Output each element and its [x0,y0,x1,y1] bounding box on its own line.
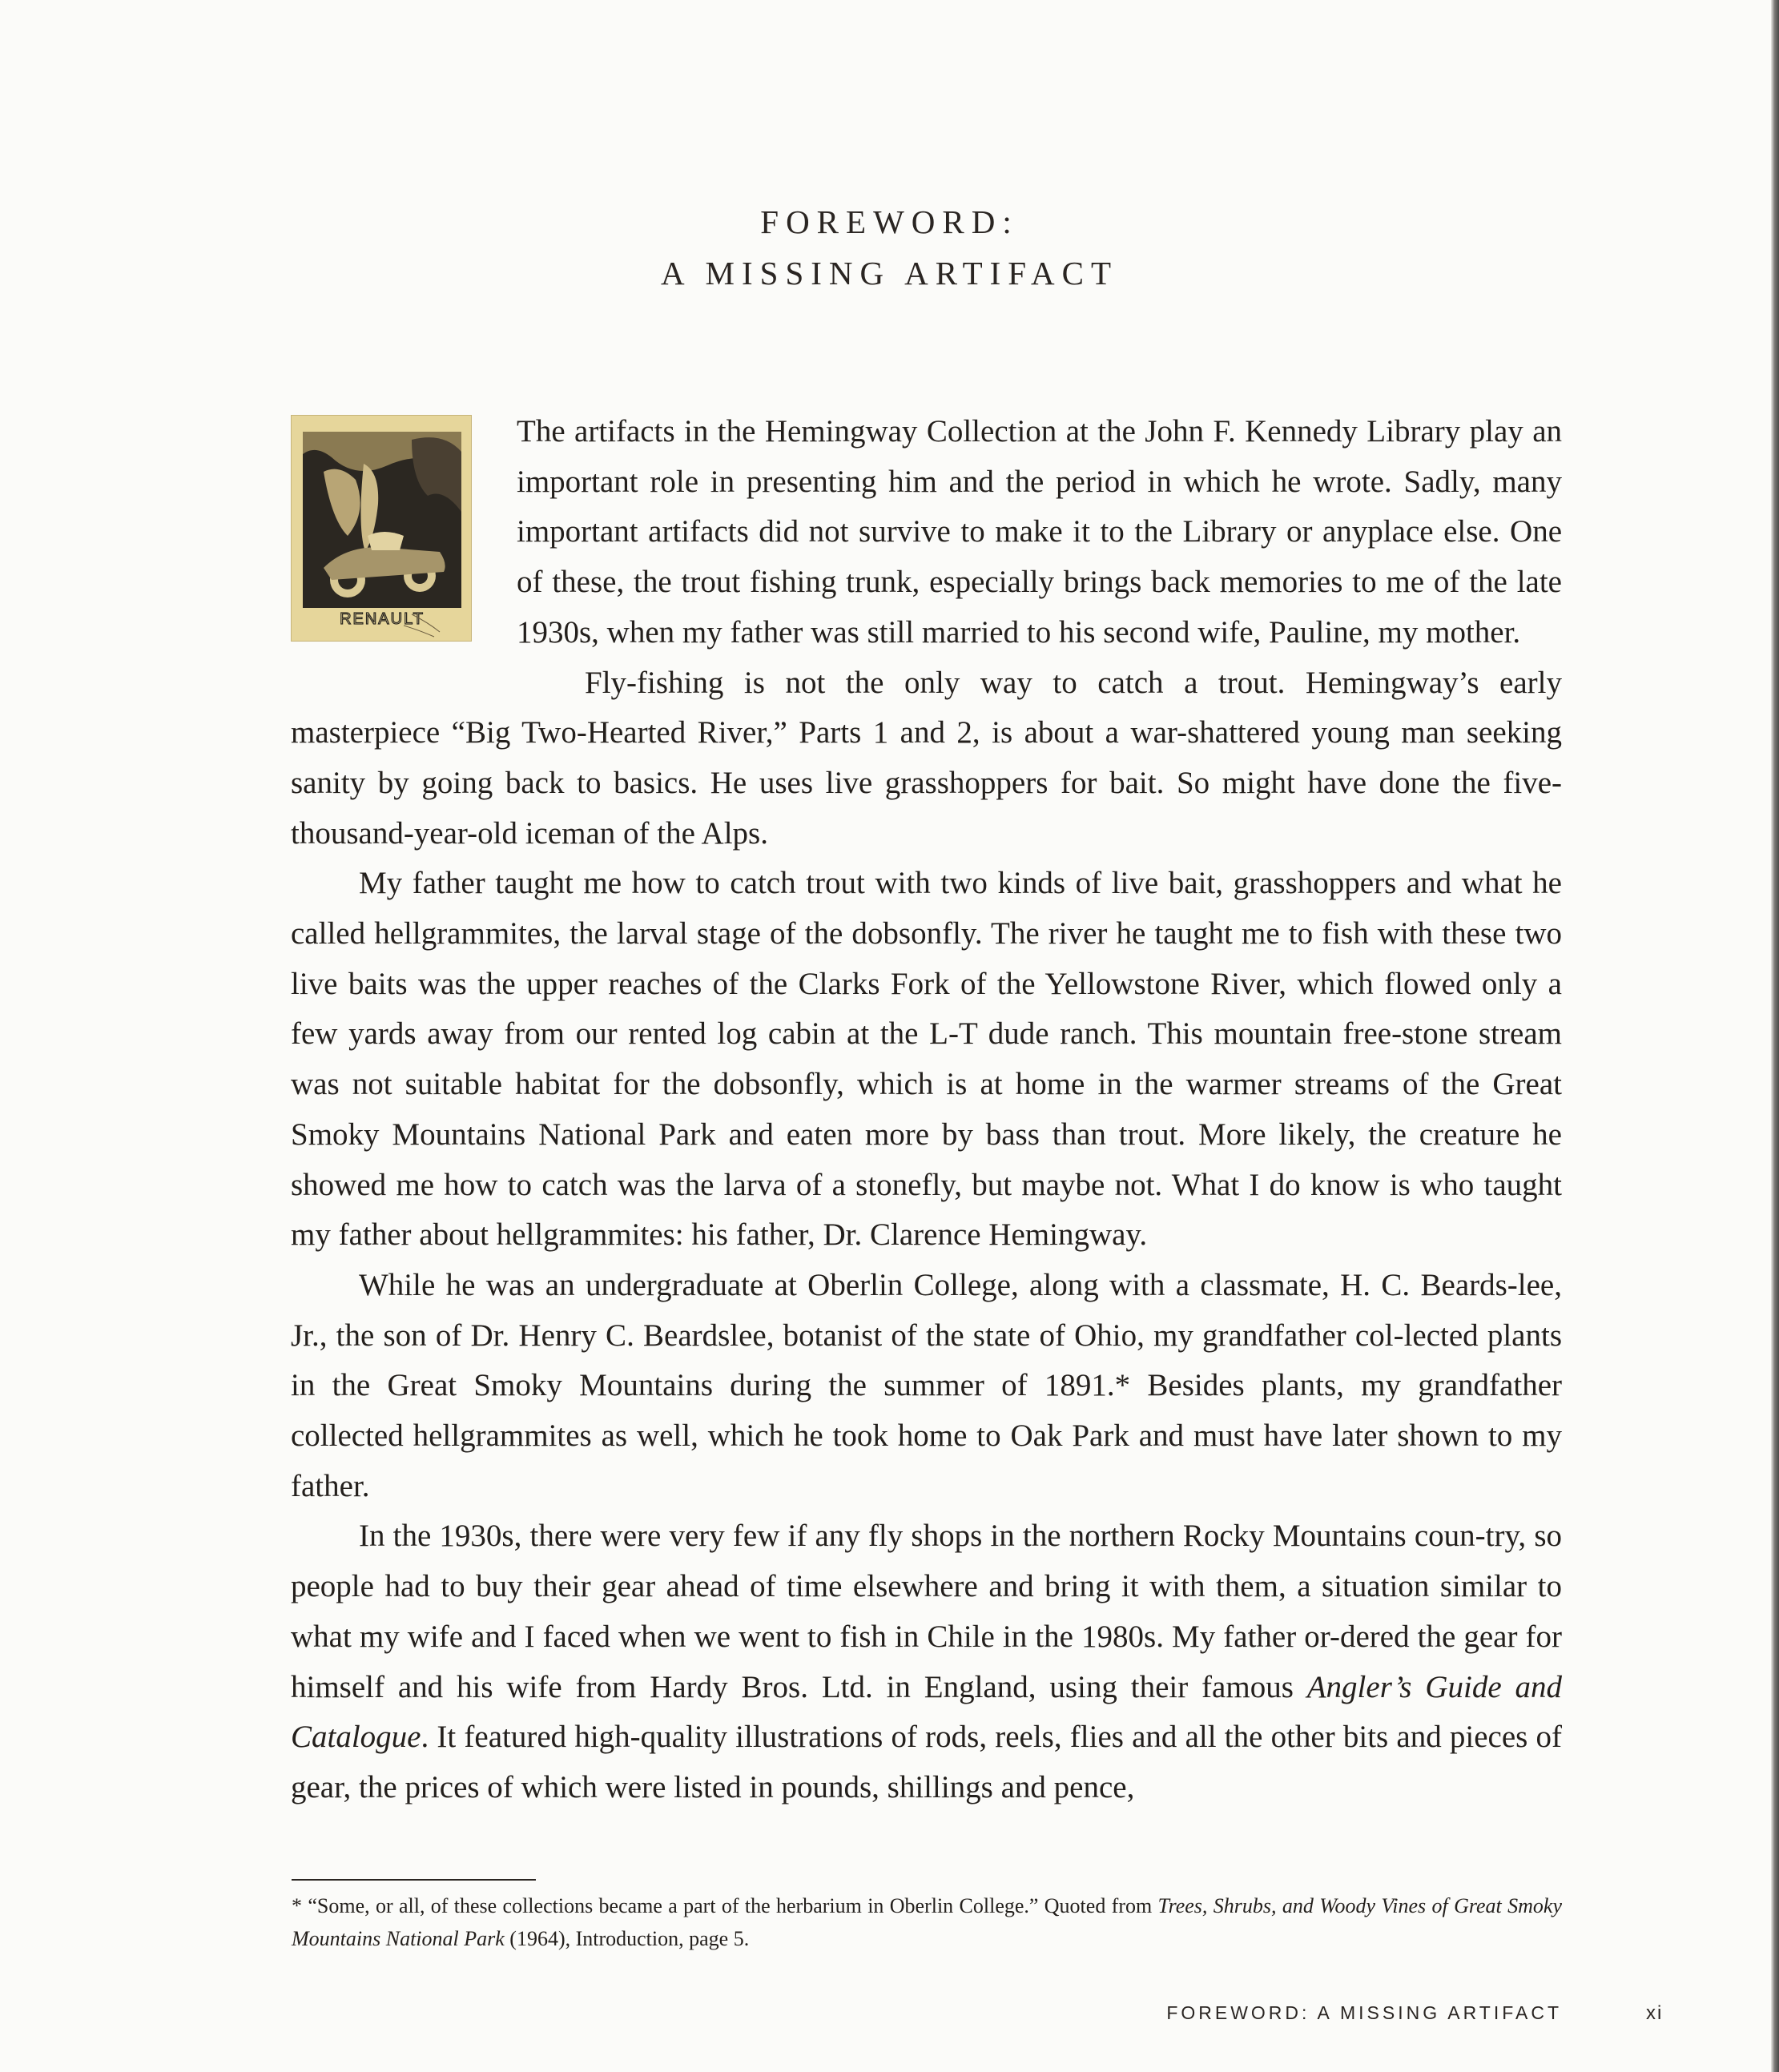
paragraph-2: Fly-fishing is not the only way to catch a trout. Hemingway’s early masterpiece “Big Two-Hearted River,” Parts 1 and 2, is about a war-shattered young man seeking sanity by going back to basics. He uses live grasshoppers for bait. So might have done the five-thousand-year-old iceman of the Alps. [291,665,1562,851]
page-number: xi [1646,2002,1664,2024]
paragraph-1: The artifacts in the Hemingway Collection at the John F. Kennedy Library play an important role in presenting him and the period in which he wrote. Sadly, many important artifacts did not survive to make it to the Library or anyplace else. One of these, the trout fishing trunk, especially brings back memories to me of the late 1930s, when my father was still married to his second wife, Pauline, my mother. [517,414,1562,650]
footnote-book-title: Trees, Shrubs, and Woody Vines of Great Smoky Mountains National Park [292,1894,1562,1950]
footnote-rule [292,1879,536,1881]
paragraph-5 [291,1511,1562,1812]
paragraph-5-continuation: . It featured high-quality illustrations of rods, reels, flies and all the other bits and pieces of gear, the prices of which were listed in pounds, shillings and pence, [291,1720,1562,1804]
paragraph-5-text: In the 1930s, there were very few if any fly shops in the northern Rocky Mountains coun-try, so people had to buy their gear ahead of time elsewhere and bring it with them, a situation similar to what my wife and I faced when we went to fish in Chile in the 1980s. My father or-dered the gear for himself and his wife from Hardy Bros. Ltd. in England, using their famous [291,1519,1562,1704]
renault-logo-text: RENAULT [340,610,425,628]
chapter-title-line-1: FOREWORD: [760,203,1019,240]
chapter-title [0,196,1779,299]
footnote-citation: (1964), Introduction, page 5. [509,1927,750,1950]
running-head: FOREWORD: A MISSING ARTIFACT [1166,2002,1562,2023]
footnote-text: * “Some, or all, of these collections became a part of the herbarium in Oberlin College.” Quoted from [292,1894,1153,1917]
footnote [292,1889,1562,1955]
paragraph-3: My father taught me how to catch trout with two kinds of live bait, grasshoppers and what he called hellgrammites, the larval stage of the dobsonfly. The river he taught me to fish with these two live baits was the upper reaches of the Clarks Fork of the Yellowstone River, which flowed only a few yards away from our rented log cabin at the L-T dude ranch. This mountain free-stone stream was not suitable habitat for the dobsonfly, which is at home in the warmer streams of the Great Smoky Mountains National Park and eaten more by bass than trout. More likely, the creature he showed me how to catch was the larva of a stonefly, but maybe not. What I do know is who taught my father about hellgrammites: his father, Dr. Clarence Hemingway. [291,866,1562,1253]
paragraph-4: While he was an undergraduate at Oberlin College, along with a classmate, H. C. Beards-lee, Jr., the son of Dr. Henry C. Beardslee, botanist of the state of Ohio, my grandfather col-lected plants in the Great Smoky Mountains during the summer of 1891.* Besides plants, my grandfather collected hellgrammites as well, which he took home to Oak Park and must have later shown to my father. [291,1267,1562,1503]
body-text [291,407,1562,1813]
catalogue-title: Angler’s Guide and Catalogue [291,1669,1562,1755]
page-edge [1771,0,1779,2072]
chapter-title-line-2: A MISSING ARTIFACT [660,255,1119,292]
image-spacer [291,407,517,658]
